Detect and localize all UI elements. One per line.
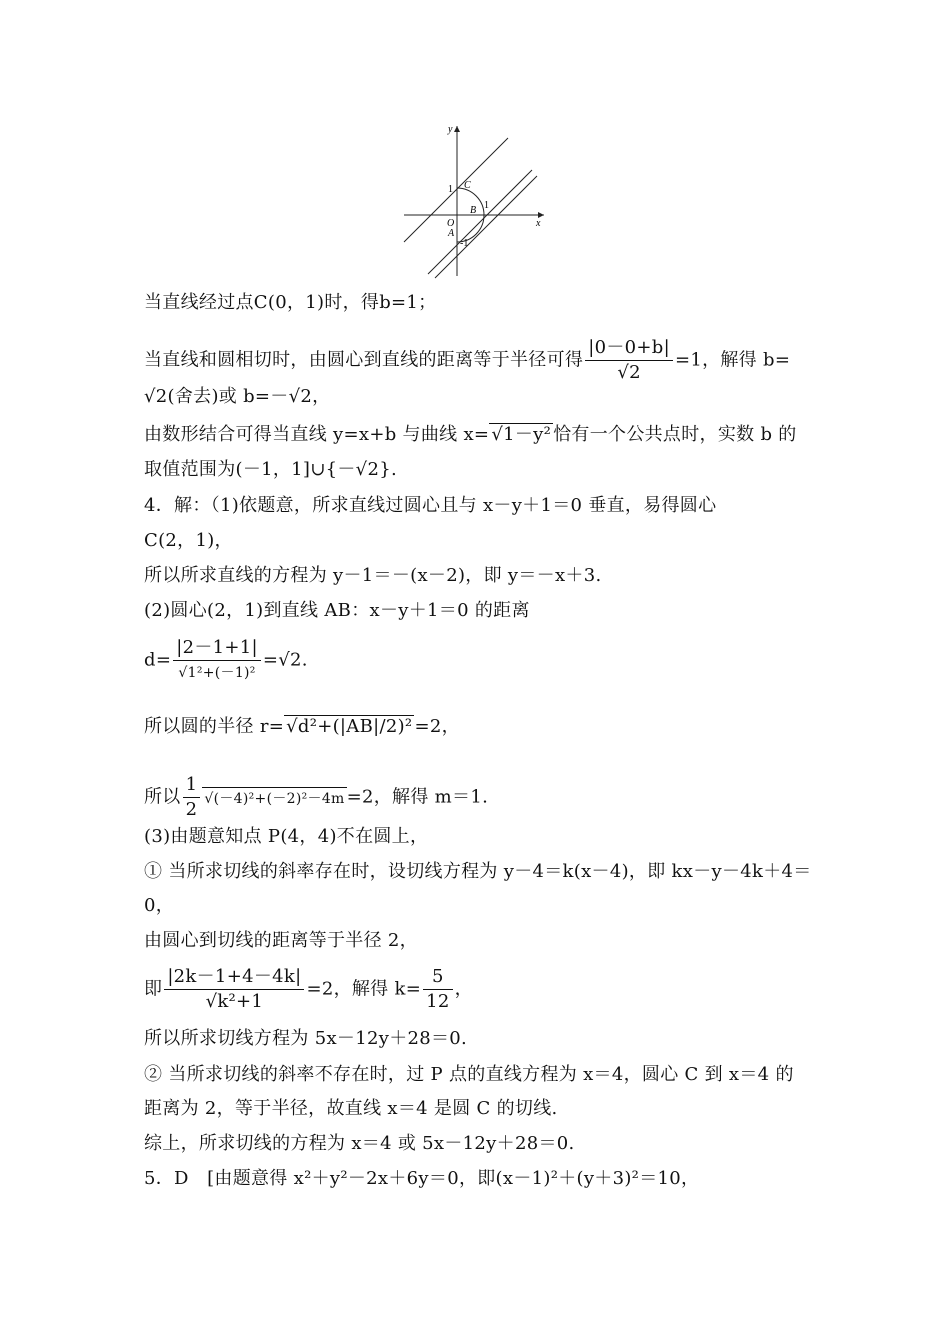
origin-label: O — [447, 218, 455, 229]
radical-expression: √d²+(|AB|/2)² — [286, 716, 413, 737]
tangent-line — [428, 170, 532, 274]
fraction — [164, 965, 304, 1014]
text-line: (3)由题意知点 P(4，4)不在圆上， — [144, 826, 429, 847]
y-axis-label: y — [448, 124, 453, 135]
text-line: 所以所求直线的方程为 y－1＝－(x－2)，即 y＝－x＋3. — [144, 565, 602, 586]
text-line: 4．解：（1)依题意，所求直线过圆心且与 x－y＋1＝0 垂直，易得圆心 — [144, 495, 717, 516]
fraction-denominator: 12 — [426, 991, 450, 1012]
fraction-numerator: 1 — [183, 773, 201, 798]
text-segment: 由数形结合可得当直线 y=x+b 与曲线 x= — [144, 424, 490, 445]
fraction — [173, 636, 261, 685]
text-line: 所以所求切线方程为 5x－12y＋28＝0. — [144, 1028, 468, 1049]
text-line: 综上，所求切线的方程为 x＝4 或 5x－12y＋28＝0. — [144, 1133, 575, 1154]
text-line: 由圆心到切线的距离等于半径 2， — [144, 930, 418, 951]
text-line: (2)圆心(2，1)到直线 AB：x－y＋1＝0 的距离 — [144, 600, 530, 621]
y-axis-arrow — [454, 126, 460, 132]
line-through-c — [404, 138, 508, 242]
text-line: ② 当所求切线的斜率不存在时，过 P 点的直线方程为 x＝4，圆心 C 到 x＝4 的 — [144, 1064, 794, 1085]
text-segment: 当直线和圆相切时，由圆心到直线的距离等于半径可得 — [144, 349, 584, 371]
tick-1-x-label: 1 — [484, 200, 489, 211]
fraction — [585, 336, 673, 385]
text-line: 距离为 2，等于半径，故直线 x＝4 是圆 C 的切线. — [144, 1098, 558, 1119]
text-line — [144, 336, 790, 385]
fraction-denominator: 2 — [185, 799, 198, 820]
text-segment: =√2. — [262, 649, 308, 671]
fraction-numerator: 5 — [423, 965, 453, 990]
text-line: 当直线经过点C(0，1)时，得b=1； — [144, 292, 437, 313]
text-line — [144, 712, 460, 742]
text-segment: 即 — [144, 978, 163, 1000]
text-segment: =2，解得 k= — [306, 978, 422, 1000]
text-line: C(2，1)， — [144, 530, 233, 551]
tick-1-label: 1 — [448, 184, 453, 195]
x-axis-label: x — [536, 218, 541, 229]
radical-expression: √1－y² — [491, 424, 552, 445]
point-a-label: A — [448, 228, 455, 239]
text-line: √2(舍去)或 b=－√2， — [144, 386, 331, 407]
text-line — [144, 420, 797, 450]
coordinate-figure — [400, 118, 550, 280]
fraction-denominator: √k²+1 — [205, 991, 264, 1012]
text-line — [144, 965, 473, 1014]
text-line: 5．D [由题意得 x²＋y²－2x＋6y＝0，即(x－1)²＋(y＋3)²＝10， — [144, 1168, 700, 1189]
point-b-label: B — [470, 205, 477, 216]
text-segment: =2， — [414, 716, 460, 737]
fraction-denominator: √2 — [617, 362, 641, 383]
text-line: 取值范围为(－1，1]∪{－√2}. — [144, 459, 397, 480]
radical-expression: √(－4)²+(－2)²－4m — [202, 787, 346, 810]
text-segment: d= — [144, 649, 172, 671]
text-segment: =1，解得 b= — [674, 349, 791, 371]
fraction-numerator: |0－0+b| — [585, 336, 673, 361]
point-c-label: C — [464, 180, 471, 191]
text-segment: 所以圆的半径 r= — [144, 716, 285, 737]
text-line — [144, 773, 488, 822]
fraction — [183, 773, 201, 822]
fraction — [423, 965, 453, 1014]
text-segment: 所以 — [144, 786, 181, 808]
text-line — [144, 636, 308, 685]
fraction-numerator: |2－1+1| — [173, 636, 261, 661]
text-segment: =2，解得 m＝1. — [346, 786, 489, 808]
text-segment: ， — [454, 978, 473, 1000]
fraction-numerator: |2k－1+4－4k| — [164, 965, 304, 990]
text-line: ① 当所求切线的斜率存在时，设切线方程为 y－4＝k(x－4)，即 kx－y－4k＋4＝ — [144, 861, 812, 882]
tick-neg1-label: -1 — [460, 238, 469, 249]
text-segment: 恰有一个公共点时，实数 b 的 — [553, 424, 797, 445]
text-line: 0， — [144, 895, 175, 916]
fraction-denominator: √1²+(－1)² — [178, 665, 256, 681]
